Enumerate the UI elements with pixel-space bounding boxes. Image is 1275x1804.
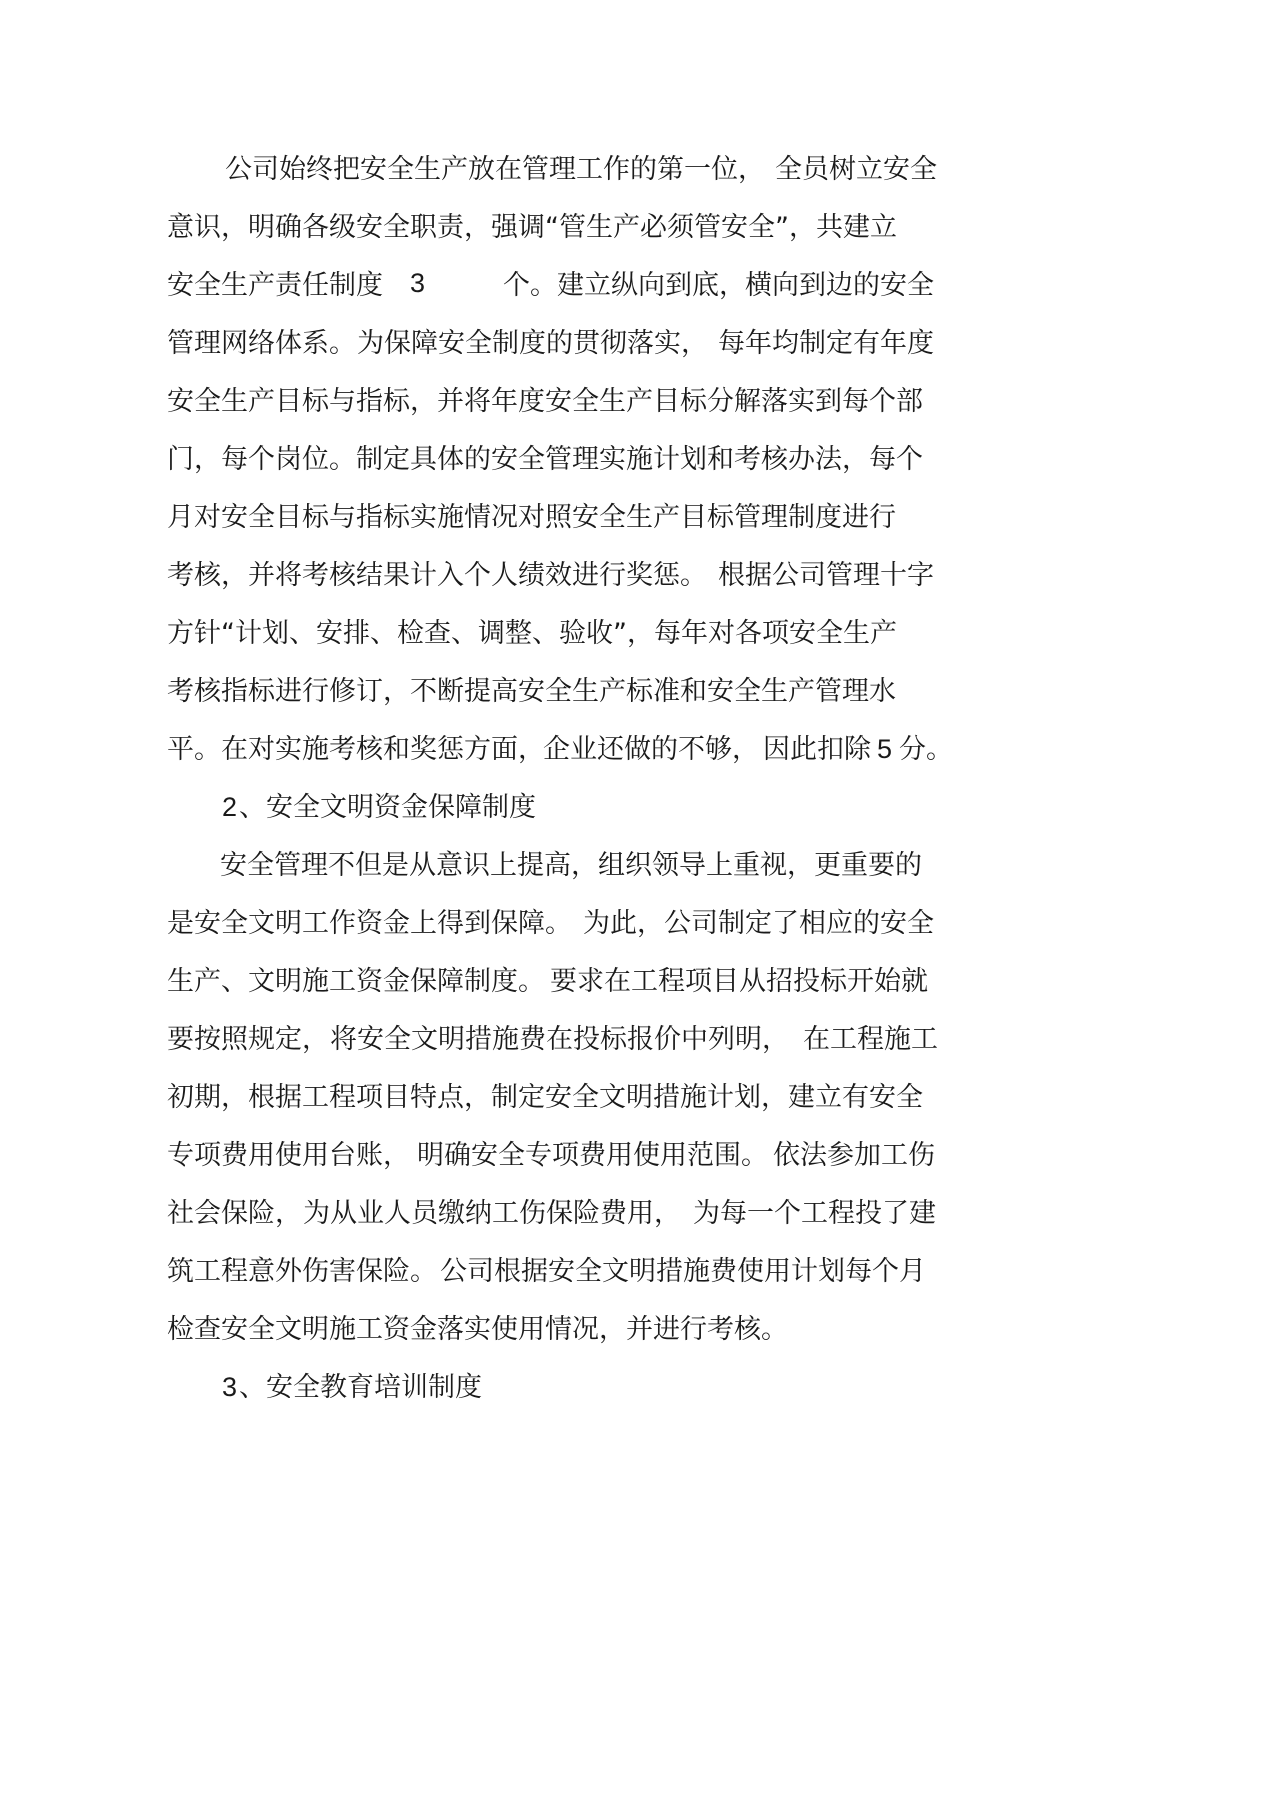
paragraph-line [0, 208, 897, 248]
text-segment: 个。建立纵向到底， [503, 270, 746, 301]
text-segment: 公司始终把安全生产放在管理工作的第一位， [225, 154, 765, 185]
paragraph-line [0, 382, 923, 422]
section-heading [0, 788, 536, 828]
text-segment: 根据公司管理十字 [718, 560, 934, 591]
heading-text: 、安全教育培训制度 [239, 1372, 482, 1403]
paragraph-line [0, 1252, 926, 1292]
text-segment: 为从业人员缴纳工伤保险费用， [303, 1198, 681, 1229]
text-segment: 企业还做的不够， [543, 734, 759, 765]
text-segment: 在工程施工 [803, 1024, 938, 1055]
text-segment: 全员树立安全 [775, 154, 937, 185]
text-segment: 分。 [899, 734, 953, 765]
text-segment: 安全生产目标与指标， [167, 386, 437, 417]
text-segment: 管理网络体系。 [167, 328, 356, 359]
text-segment: 并将年度安全生产目标分解落实到每个部 [437, 386, 923, 417]
paragraph-line [0, 904, 934, 944]
text-segment: 筑工程意外伤害保险。 [167, 1256, 437, 1287]
text-segment: 要按照规定， [167, 1024, 329, 1055]
text-segment: 考核指标进行修订，不断提高安全生产标准和安全生产管理水 [167, 676, 896, 707]
paragraph-line [0, 1136, 935, 1176]
text-segment: 横向到边的安全 [745, 270, 934, 301]
heading-text: 、安全文明资金保障制度 [239, 792, 536, 823]
text-segment: 是安全文明工作资金上得到保障。 [167, 908, 572, 939]
text-segment: 安全生产责任制度 [167, 270, 383, 301]
text-segment: 每年均制定有年度 [718, 328, 934, 359]
number-value: 5 [877, 734, 893, 764]
text-segment: 为保障安全制度的贯彻落实， [357, 328, 708, 359]
text-segment: 为每一个工程投了建 [693, 1198, 936, 1229]
text-segment: 生产、文明施工资金保障制度。 [167, 966, 545, 997]
paragraph-line [0, 614, 897, 654]
text-segment: 社会保险， [167, 1198, 302, 1229]
text-segment: 为此，公司制定了相应的安全 [583, 908, 934, 939]
paragraph-line [0, 962, 928, 1002]
paragraph-line [0, 1310, 788, 1350]
text-segment: 月对安全目标与指标实施情况对照安全生产目标管理制度进行 [167, 502, 896, 533]
text-segment: 公司根据安全文明措施费使用计划每个月 [440, 1256, 926, 1287]
paragraph-line [0, 498, 896, 538]
paragraph-line [0, 266, 934, 306]
text-segment: 要求在工程项目从招投标开始就 [550, 966, 928, 997]
paragraph-line [0, 324, 934, 364]
paragraph-line [0, 1078, 923, 1118]
text-segment: 初期，根据工程项目特点，制定安全文明措施计划，建立有安全 [167, 1082, 923, 1113]
heading-number: 2 [222, 792, 238, 822]
text-segment: 意识，明确各级安全职责，强调“管生产必须管安全”，共建立 [167, 212, 897, 243]
paragraph-line [0, 1194, 936, 1234]
text-segment: 安全管理不但是从意识上提高，组织领导上重视，更重要的 [220, 850, 922, 881]
text-segment: 将安全文明措施费在投标报价中列明， [330, 1024, 789, 1055]
paragraph-line [0, 1020, 938, 1060]
number-value: 3 [410, 268, 426, 298]
paragraph-line [0, 150, 937, 190]
text-segment: 专项费用使用台账， [167, 1140, 410, 1171]
paragraph-line [0, 556, 934, 596]
text-segment: 平。在对实施考核和奖惩方面， [167, 734, 545, 765]
paragraph-line [0, 440, 923, 480]
paragraph-line [0, 730, 953, 770]
text-segment: 门，每个岗位。制定具体的安全管理实施计划和考核办法，每个 [167, 444, 923, 475]
text-segment: 依法参加工伤 [773, 1140, 935, 1171]
text-segment: 方针“计划、安排、检查、调整、验收”，每年对各项安全生产 [167, 618, 897, 649]
text-segment: 检查安全文明施工资金落实使用情况，并进行考核。 [167, 1314, 788, 1345]
section-heading [0, 1368, 482, 1408]
heading-number: 3 [222, 1372, 238, 1402]
text-segment: 因此扣除 [763, 734, 871, 765]
text-segment: 考核，并将考核结果计入个人绩效进行奖惩。 [167, 560, 707, 591]
text-segment: 明确安全专项费用使用范围。 [417, 1140, 768, 1171]
paragraph-line [0, 672, 896, 712]
paragraph-line [0, 846, 922, 886]
